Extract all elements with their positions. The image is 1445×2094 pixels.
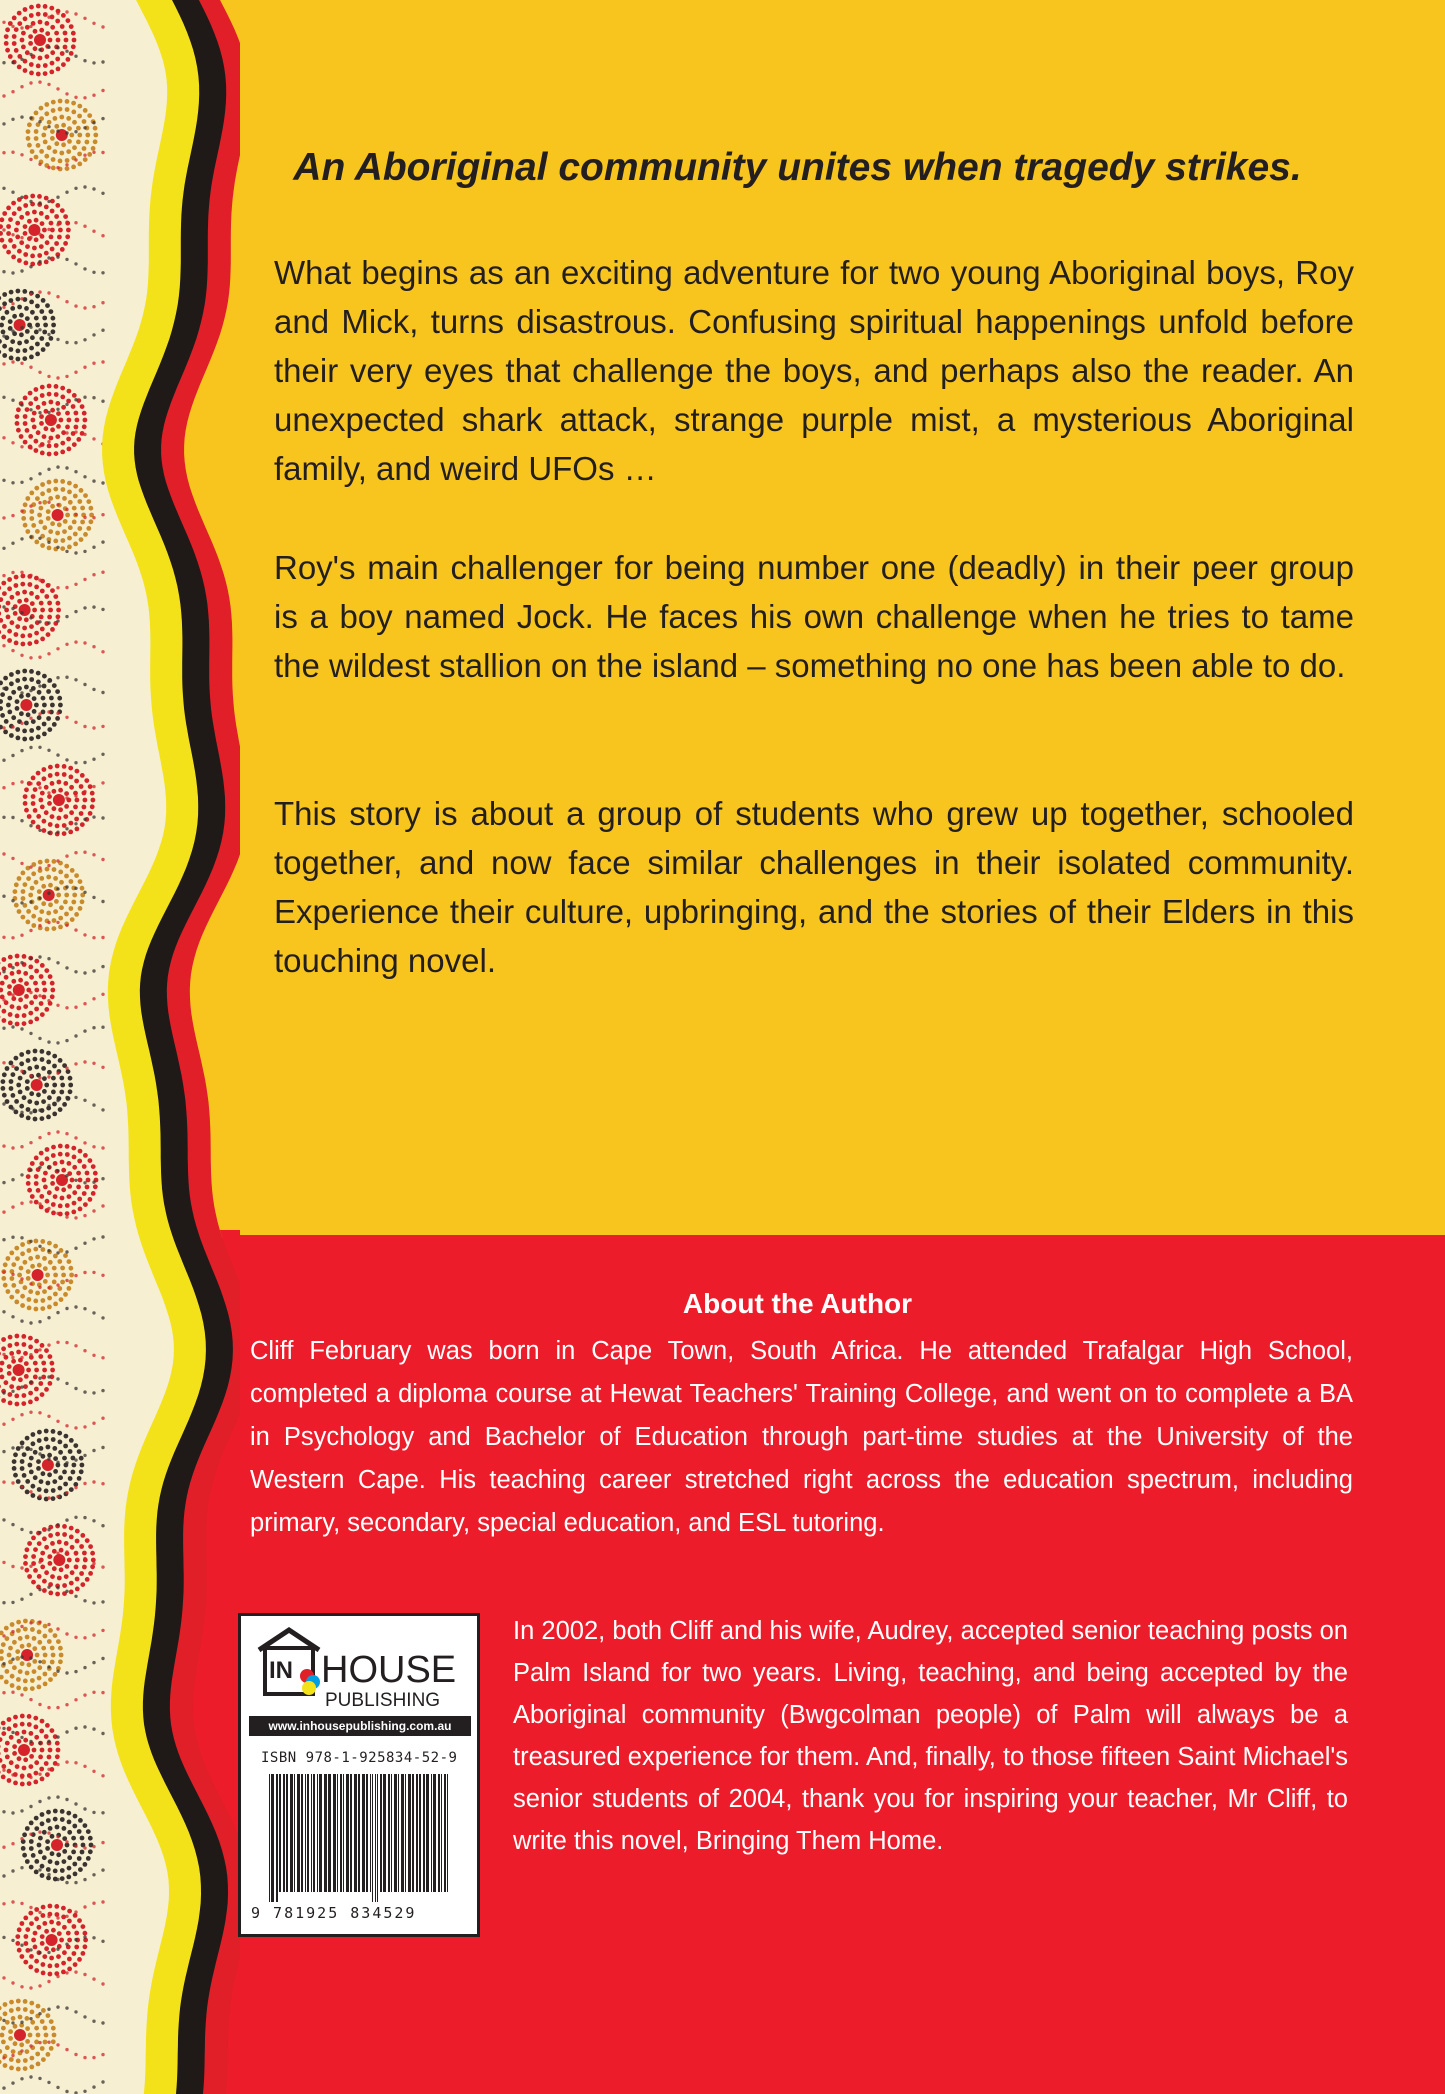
aboriginal-dot-art-border	[0, 0, 240, 2094]
tagline: An Aboriginal community unites when tragedy strikes.	[293, 146, 1302, 189]
author-bio: Cliff February was born in Cape Town, South Africa. He attended Trafalgar High School, completed a diploma course at Hewat Teachers' Training College, and went on to complete a BA in Psychology and Bachelor of Education through part-time studies at the University of the Western Cape. His teaching career stretched right across the education spectrum, including primary, secondary, special education, and ESL tutoring.	[250, 1337, 1353, 1537]
logo-house-text: HOUSE	[321, 1649, 457, 1691]
logo-publishing-text: PUBLISHING	[325, 1690, 441, 1710]
barcode-digits: 9 781925 834529	[251, 1904, 417, 1922]
blurb-paragraph-3: This story is about a group of students who grew up together, schooled together, and now face similar challenges in their isolated community. Experience their culture, upbringing, and the stories of their Elders in this touching novel.	[274, 795, 1354, 979]
barcode	[267, 1774, 451, 1902]
publisher-logo	[255, 1626, 465, 1710]
about-author-heading: About the Author	[682, 1288, 913, 1319]
logo-in-text: IN	[269, 1657, 293, 1684]
publisher-url: www.inhousepublishing.com.au	[249, 1716, 471, 1736]
barcode-panel	[238, 1613, 480, 1937]
blurb-paragraph-2: Roy's main challenger for being number one (deadly) in their peer group is a boy named Jock. He faces his own challenge when he tries to tame the wildest stallion on the island – something no one has been able to do.	[274, 549, 1354, 684]
author-bio-continued: In 2002, both Cliff and his wife, Audrey, accepted senior teaching posts on Palm Island for two years. Living, teaching, and being accepted by the Aboriginal community (Bwgcolman people) of Palm will always be a treasured experience for them. And, finally, to those fifteen Saint Michael's senior students of 2004, thank you for inspiring your teacher, Mr Cliff, to write this novel, Bringing Them Home.	[513, 1617, 1349, 1855]
isbn: ISBN 978-1-925834-52-9	[261, 1750, 458, 1766]
blurb-paragraph-1: What begins as an exciting adventure for two young Aboriginal boys, Roy and Mick, turns disastrous. Confusing spiritual happenings unfold before their very eyes that challenge the boys, and perhaps also the reader. An unexpected shark attack, strange purple mist, a mysterious Aboriginal family, and weird UFOs …	[274, 254, 1354, 487]
